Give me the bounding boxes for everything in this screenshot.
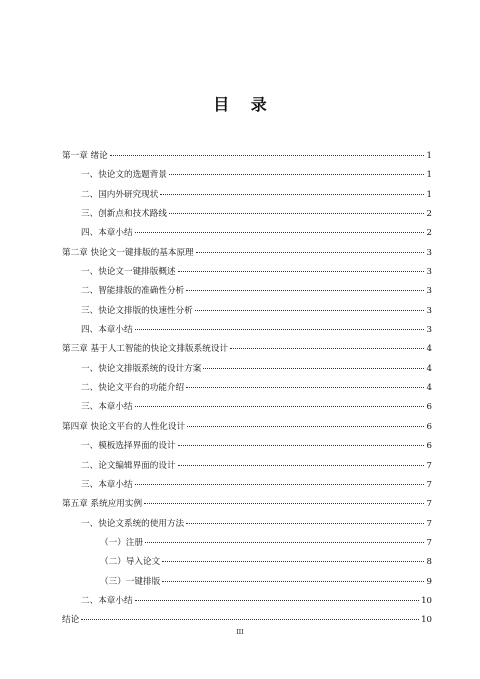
toc-entry-title: 一、模板选择界面的设计 (81, 441, 176, 452)
toc-dot-leader (230, 348, 424, 349)
toc-dot-leader (195, 310, 424, 311)
toc-entry-page-number: 10 (421, 615, 432, 626)
toc-entry[interactable] (62, 515, 432, 534)
toc-entry-title: 一、快论文系统的使用方法 (81, 518, 185, 529)
toc-entry-title: 一、快论文一键排版概述 (81, 267, 176, 278)
toc-dot-leader (135, 484, 424, 485)
toc-entry-title: 二、国内外研究现状 (81, 189, 159, 200)
toc-entry-title: 三、创新点和技术路线 (81, 209, 167, 220)
toc-dot-leader (110, 155, 424, 156)
toc-dot-leader (203, 368, 424, 369)
toc-entry[interactable] (62, 611, 432, 630)
toc-entry[interactable] (62, 205, 432, 224)
toc-dot-leader (160, 194, 424, 195)
toc-entry[interactable] (62, 147, 432, 166)
toc-entry-page-number: 4 (426, 383, 432, 394)
toc-entry-page-number: 1 (426, 170, 432, 181)
toc-dot-leader (186, 387, 424, 388)
toc-entry-page-number: 3 (426, 325, 432, 336)
toc-entry-page-number: 9 (426, 576, 432, 587)
toc-entry-page-number: 6 (426, 402, 432, 413)
toc-dot-leader (187, 426, 424, 427)
page-number-footer: III (236, 629, 244, 636)
toc-entry[interactable] (62, 573, 432, 592)
toc-entry-title: 结论 (62, 615, 80, 626)
toc-entry-title: 二、快论文平台的功能介绍 (81, 383, 185, 394)
toc-dot-leader (178, 271, 424, 272)
toc-entry[interactable] (62, 186, 432, 205)
toc-entry-title: 第五章 系统应用实例 (62, 499, 143, 510)
toc-entry-title: 第二章 快论文一键排版的基本原理 (62, 247, 194, 258)
toc-dot-leader (135, 406, 424, 407)
page-title: 目 录 (213, 95, 275, 114)
toc-entry-page-number: 1 (426, 151, 432, 161)
toc-dot-leader (135, 232, 424, 233)
toc-entry[interactable] (62, 476, 432, 495)
toc-dot-leader (145, 542, 424, 543)
toc-entry-page-number: 4 (426, 363, 432, 374)
toc-dot-leader (178, 445, 424, 446)
toc-entry-title: 第三章 基于人工智能的快论文排版系统设计 (62, 344, 229, 355)
toc-entry-title: 二、智能排版的准确性分析 (81, 286, 185, 297)
toc-entry[interactable] (62, 553, 432, 572)
toc-entry-title: 一、快论文排版系统的设计方案 (81, 363, 202, 374)
toc-entry-title: 三、本章小结 (81, 402, 133, 413)
toc-dot-leader (81, 619, 419, 620)
toc-entry-title: 三、本章小结 (81, 479, 133, 490)
toc-dot-leader (186, 290, 424, 291)
toc-dot-leader (169, 213, 424, 214)
toc-entry[interactable] (62, 418, 432, 437)
toc-dot-leader (135, 600, 419, 601)
toc-dot-leader (135, 329, 424, 330)
toc-entry-page-number: 7 (426, 479, 432, 490)
toc-entry[interactable] (62, 457, 432, 476)
toc-entry[interactable] (62, 263, 432, 282)
toc-entry-page-number: 1 (426, 189, 432, 200)
toc-entry[interactable] (62, 166, 432, 185)
toc-entry[interactable] (62, 379, 432, 398)
toc-entry[interactable] (62, 224, 432, 243)
toc-entry-title: （二）导入论文 (100, 557, 161, 568)
toc-entry-title: 四、本章小结 (81, 325, 133, 336)
toc-entry-page-number: 4 (426, 344, 432, 355)
toc-entry-page-number: 6 (426, 441, 432, 452)
toc-entry-page-number: 8 (426, 557, 432, 568)
toc-entry[interactable] (62, 321, 432, 340)
toc-entry[interactable] (62, 398, 432, 417)
toc-entry-page-number: 7 (426, 518, 432, 529)
toc-entry[interactable] (62, 495, 432, 514)
toc-entry[interactable] (62, 360, 432, 379)
toc-entry[interactable] (62, 302, 432, 321)
toc-dot-leader (162, 561, 424, 562)
toc-entry-title: 第一章 绪论 (62, 151, 108, 161)
toc-entry-page-number: 3 (426, 286, 432, 297)
toc-entry-title: （三）一键排版 (100, 576, 161, 587)
toc-dot-leader (178, 465, 424, 466)
toc-entry-page-number: 6 (426, 421, 432, 432)
toc-entry-page-number: 3 (426, 267, 432, 278)
toc-dot-leader (162, 581, 424, 582)
toc-entry[interactable] (62, 534, 432, 553)
toc-entry[interactable] (62, 282, 432, 301)
toc-entry[interactable] (62, 340, 432, 359)
toc-entry-title: 二、本章小结 (81, 595, 133, 606)
toc-entry-page-number: 7 (426, 499, 432, 510)
toc-entry-title: 一、快论文的选题背景 (81, 170, 167, 181)
toc-dot-leader (169, 174, 424, 175)
toc-entry-page-number: 10 (421, 595, 432, 606)
toc-entry-title: 三、快论文排版的快速性分析 (81, 305, 193, 316)
toc-entry-title: 第四章 快论文平台的人性化设计 (62, 421, 186, 432)
toc-entry[interactable] (62, 437, 432, 456)
toc-entry-title: （一）注册 (100, 537, 143, 548)
toc-entry-page-number: 3 (426, 247, 432, 258)
toc-entry-page-number: 7 (426, 460, 432, 471)
toc-entry-title: 二、论文编辑界面的设计 (81, 460, 176, 471)
toc-entry-page-number: 3 (426, 305, 432, 316)
toc-entry-page-number: 2 (426, 228, 432, 239)
toc-dot-leader (144, 503, 424, 504)
toc-entry[interactable] (62, 592, 432, 611)
toc-entry-page-number: 2 (426, 209, 432, 220)
toc-entry-title: 四、本章小结 (81, 228, 133, 239)
toc-entry-page-number: 7 (426, 537, 432, 548)
table-of-contents (62, 147, 432, 631)
toc-dot-leader (186, 523, 424, 524)
toc-entry[interactable] (62, 244, 432, 263)
toc-dot-leader (196, 252, 424, 253)
